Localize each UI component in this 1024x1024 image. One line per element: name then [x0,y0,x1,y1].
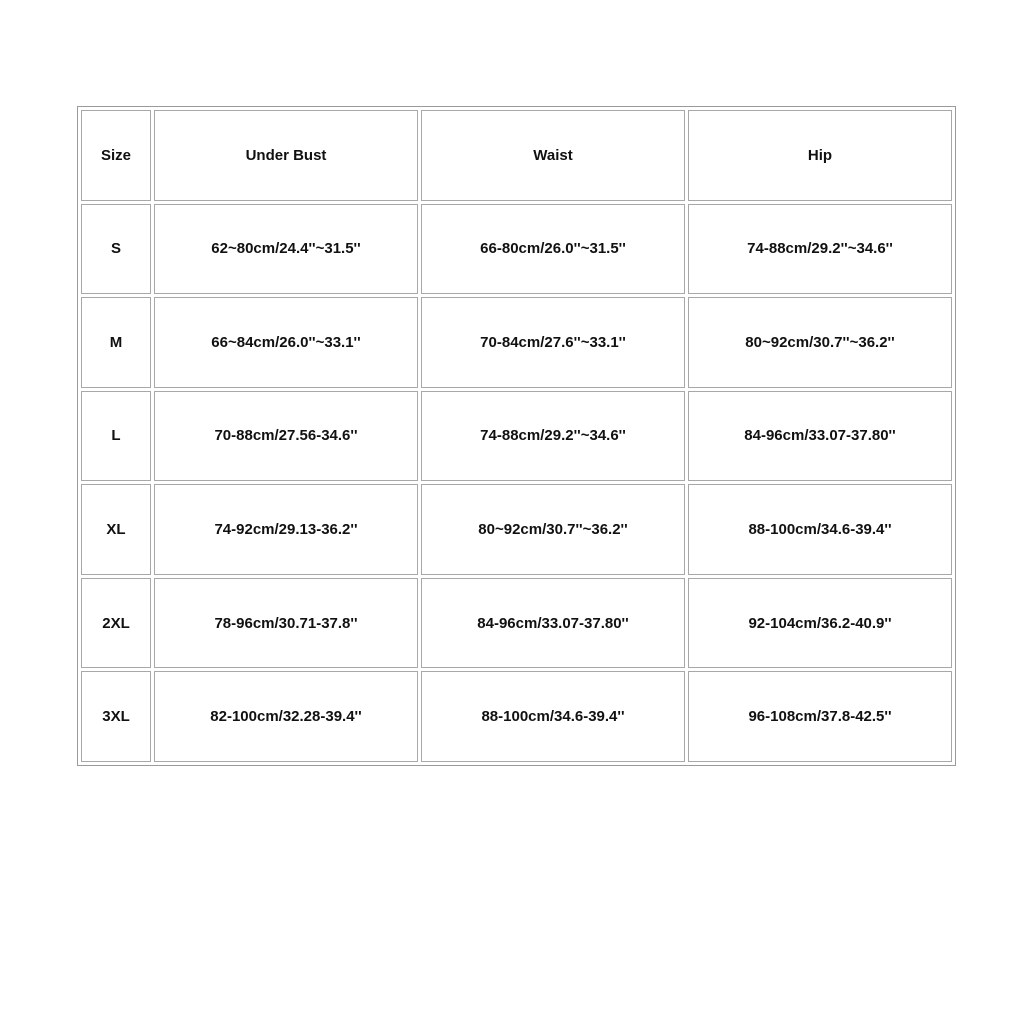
hip-cell: 84-96cm/33.07-37.80'' [688,391,952,482]
size-cell: 3XL [81,671,151,762]
size-cell: XL [81,484,151,575]
hip-cell: 88-100cm/34.6-39.4'' [688,484,952,575]
table-row [81,578,952,669]
table-row [81,297,952,388]
size-chart-table [77,106,956,766]
hip-cell: 92-104cm/36.2-40.9'' [688,578,952,669]
waist-cell: 80~92cm/30.7''~36.2'' [421,484,685,575]
under-bust-cell: 74-92cm/29.13-36.2'' [154,484,418,575]
waist-cell: 74-88cm/29.2''~34.6'' [421,391,685,482]
waist-cell: 70-84cm/27.6''~33.1'' [421,297,685,388]
header-row [81,110,952,201]
under-bust-cell: 78-96cm/30.71-37.8'' [154,578,418,669]
hip-cell: 74-88cm/29.2''~34.6'' [688,204,952,295]
header-waist: Waist [421,110,685,201]
size-cell: 2XL [81,578,151,669]
header-size: Size [81,110,151,201]
under-bust-cell: 70-88cm/27.56-34.6'' [154,391,418,482]
hip-cell: 80~92cm/30.7''~36.2'' [688,297,952,388]
hip-cell: 96-108cm/37.8-42.5'' [688,671,952,762]
table-row [81,204,952,295]
size-cell: S [81,204,151,295]
waist-cell: 88-100cm/34.6-39.4'' [421,671,685,762]
table-row [81,484,952,575]
header-hip: Hip [688,110,952,201]
waist-cell: 84-96cm/33.07-37.80'' [421,578,685,669]
size-cell: L [81,391,151,482]
under-bust-cell: 66~84cm/26.0''~33.1'' [154,297,418,388]
under-bust-cell: 62~80cm/24.4''~31.5'' [154,204,418,295]
table-row [81,671,952,762]
table-row [81,391,952,482]
header-under-bust: Under Bust [154,110,418,201]
waist-cell: 66-80cm/26.0''~31.5'' [421,204,685,295]
size-cell: M [81,297,151,388]
under-bust-cell: 82-100cm/32.28-39.4'' [154,671,418,762]
